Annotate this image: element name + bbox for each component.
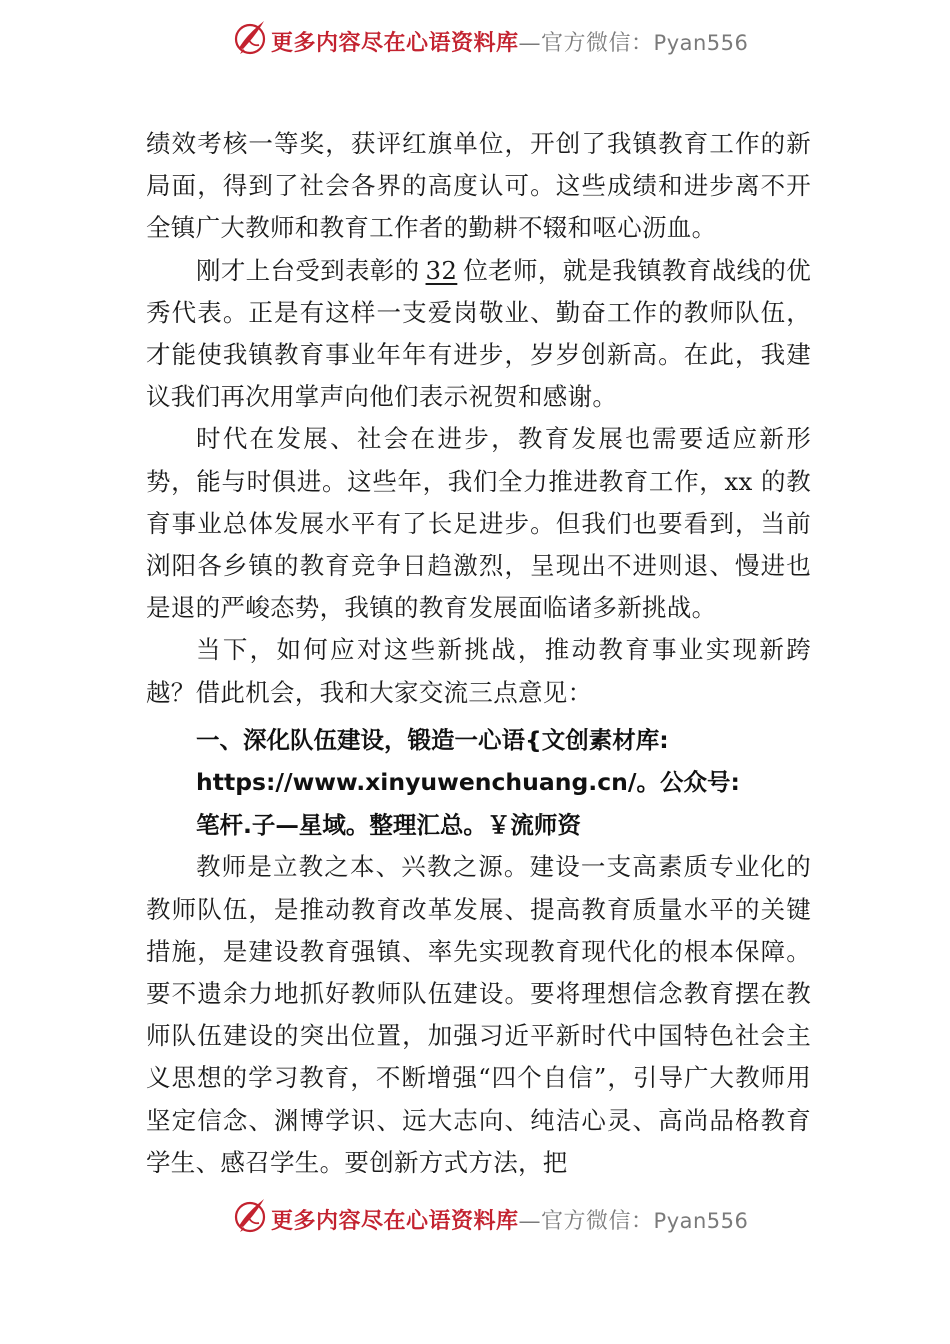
footer-watermark — [0, 1196, 950, 1240]
paragraph-3: 时代在发展、社会在进步，教育发展也需要适应新形势，能与时俱进。这些年，我们全力推进教育工作，xx 的教育事业总体发展水平有了长足进步。但我们也要看到，当前浏阳各乡镇的教育竞争日趋激烈，呈现出不进则退、慢进也是退的严峻态势，我镇的教育发展面临诸多新挑战。 — [146, 424, 811, 623]
watermark-text — [271, 1204, 748, 1235]
watermark-title: 更多内容尽在心语资料库 — [271, 30, 519, 56]
watermark-logo-icon — [231, 1196, 269, 1236]
watermark-wechat-id: Pyan556 — [653, 31, 749, 55]
paragraph-5: 教师是立教之本、兴教之源。建设一支高素质专业化的教师队伍，是推动教育改革发展、提高教育质量水平的关键措施，是建设教育强镇、率先实现教育现代化的根本保障。要不遗余力地抓好教师队伍建设。要将理想信念教育摆在教师队伍建设的突出位置，加强习近平新时代中国特色社会主义思想的学习教育，不断增强“四个自信”，引导广大教师用坚定信念、渊博学识、远大志向、纯洁心灵、高尚品格教育学生、感召学生。要创新方式方法，把 — [146, 852, 811, 1177]
header-watermark — [0, 18, 950, 62]
section-heading-line-2: https://www.xinyuwenchuang.cn/。公众号: — [196, 768, 740, 797]
paragraph-2 — [146, 250, 811, 419]
watermark-title: 更多内容尽在心语资料库 — [271, 1208, 519, 1234]
watermark-wechat-label: —官方微信： — [518, 31, 654, 56]
watermark-wechat-label: —官方微信： — [518, 1209, 654, 1234]
watermark-logo-icon — [231, 18, 269, 58]
section-heading — [146, 719, 811, 847]
paragraph-1: 绩效考核一等奖，获评红旗单位，开创了我镇教育工作的新局面，得到了社会各界的高度认可。这些成绩和进步离不开全镇广大教师和教育工作者的勤耕不辍和呕心沥血。 — [146, 129, 811, 243]
watermark-text — [271, 26, 748, 57]
watermark-wechat-id: Pyan556 — [653, 1209, 749, 1233]
honored-teacher-count: 32 — [425, 255, 458, 285]
paragraph-2-after: 位老师，就是我镇教育战线的优秀代表。正是有这样一支爱岗敬业、勤奋工作的教师队伍，才能使我镇教育事业年年有进步，岁岁创新高。在此，我建议我们再次用掌声向他们表示祝贺和感谢。 — [146, 255, 812, 412]
document-body — [146, 123, 811, 1184]
section-heading-line-1: 一、深化队伍建设，锻造一心语{文创素材库: — [196, 725, 669, 754]
paragraph-2-before: 刚才上台受到表彰的 — [196, 255, 420, 285]
paragraph-4: 当下，如何应对这些新挑战，推动教育事业实现新跨越？借此机会，我和大家交流三点意见： — [146, 635, 811, 707]
section-heading-line-3: 笔杆.子—星域。整理汇总。￥流师资 — [196, 810, 581, 839]
